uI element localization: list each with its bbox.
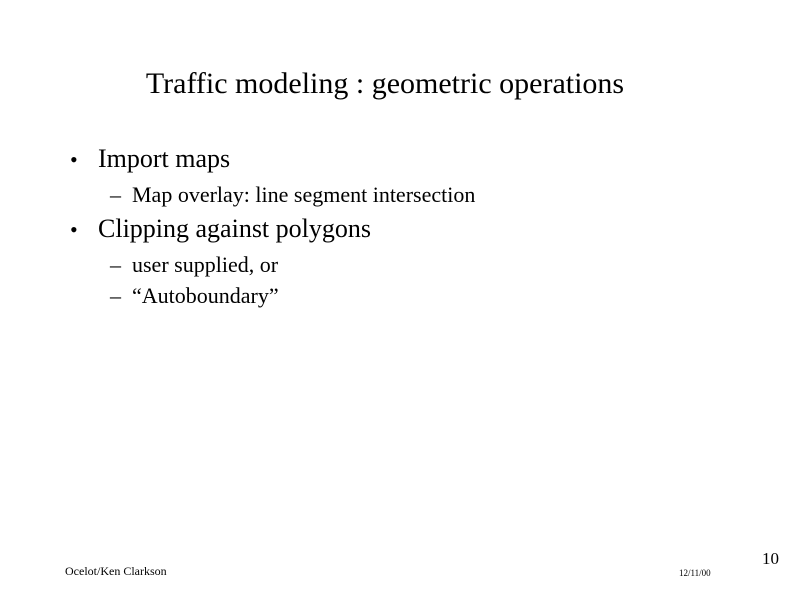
bullet-item <box>70 212 780 247</box>
bullet-icon: • <box>70 147 78 172</box>
sub-bullet-text: user supplied, or <box>132 252 279 277</box>
sub-bullet-text: “Autoboundary” <box>132 283 279 308</box>
bullet-text: Import maps <box>98 144 231 173</box>
dash-icon: – <box>110 252 121 277</box>
sub-bullet-item <box>70 179 780 211</box>
page-number: 10 <box>762 549 779 568</box>
bullet-icon: • <box>70 217 78 242</box>
bullet-text: Clipping against polygons <box>98 214 371 243</box>
slide-body <box>70 142 780 311</box>
sub-bullet-item <box>70 249 780 281</box>
footer-credit: Ocelot/Ken Clarkson <box>65 564 167 578</box>
bullet-item <box>70 142 780 177</box>
sub-bullet-item <box>70 281 780 311</box>
dash-icon: – <box>110 182 121 207</box>
footer-date: 12/11/00 <box>679 568 711 578</box>
sub-bullet-text: Map overlay: line segment intersection <box>132 182 476 207</box>
dash-icon: – <box>110 283 121 308</box>
slide-title: Traffic modeling : geometric operations <box>145 67 625 100</box>
